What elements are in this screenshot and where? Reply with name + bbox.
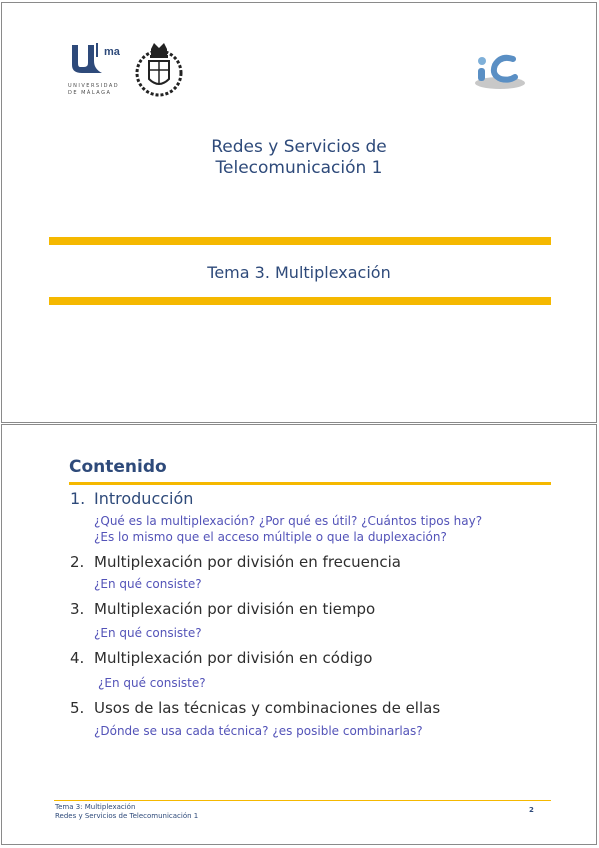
uma-word-2: DE MÁLAGA <box>68 90 112 96</box>
uma-logo-mark <box>68 41 128 77</box>
ic-logo <box>473 47 527 93</box>
outline-item-3 <box>70 600 375 618</box>
contents-slide <box>1 424 597 845</box>
item-label: Introducción <box>94 489 194 508</box>
item-2-sub-1: ¿En qué consiste? <box>94 577 202 591</box>
top-accent-bar <box>49 237 551 245</box>
uma-logo <box>68 41 128 101</box>
uma-word-1: UNIVERSIDAD <box>68 83 120 89</box>
item-1-sub-2: ¿Es lo mismo que el acceso múltiple o que la duplexación? <box>94 530 447 544</box>
item-3-sub-1: ¿En qué consiste? <box>94 626 202 640</box>
outline-item-5 <box>70 699 440 717</box>
item-1-sub-1: ¿Qué es la multiplexación? ¿Por qué es útil? ¿Cuántos tipos hay? <box>94 514 483 528</box>
item-number: 2. <box>70 553 85 571</box>
heading-rule <box>69 482 551 485</box>
footer-text <box>55 803 198 821</box>
item-number: 4. <box>70 649 85 667</box>
item-label: Usos de las técnicas y combinaciones de ellas <box>94 699 441 717</box>
item-number: 1. <box>70 489 86 508</box>
outline-item-4 <box>70 649 372 667</box>
item-number: 3. <box>70 600 85 618</box>
title-line-2: Telecomunicación 1 <box>215 158 383 178</box>
item-label: Multiplexación por división en código <box>94 649 373 667</box>
bottom-accent-bar <box>49 297 551 305</box>
footer-rule <box>54 800 551 801</box>
uma-mark-text: ma <box>104 46 120 58</box>
outline-item-1 <box>70 489 193 508</box>
crest-emblem <box>134 39 184 99</box>
outline-item-2 <box>70 553 401 571</box>
item-4-sub-1: ¿En qué consiste? <box>98 676 206 690</box>
item-label: Multiplexación por división en frecuencia <box>94 553 402 571</box>
item-number: 5. <box>70 699 85 717</box>
page-number: 2 <box>529 806 534 814</box>
footer-line-2: Redes y Servicios de Telecomunicación 1 <box>55 812 199 820</box>
tema-title: Tema 3. Multiplexación <box>207 263 391 282</box>
title-slide <box>1 2 597 423</box>
contents-heading: Contenido <box>69 457 167 477</box>
presentation-title <box>2 137 596 179</box>
item-5-sub-1: ¿Dónde se usa cada técnica? ¿es posible combinarlas? <box>94 724 423 738</box>
item-label: Multiplexación por división en tiempo <box>94 600 376 618</box>
title-line-1: Redes y Servicios de <box>211 137 387 157</box>
footer-line-1: Tema 3: Multiplexación <box>55 803 136 811</box>
